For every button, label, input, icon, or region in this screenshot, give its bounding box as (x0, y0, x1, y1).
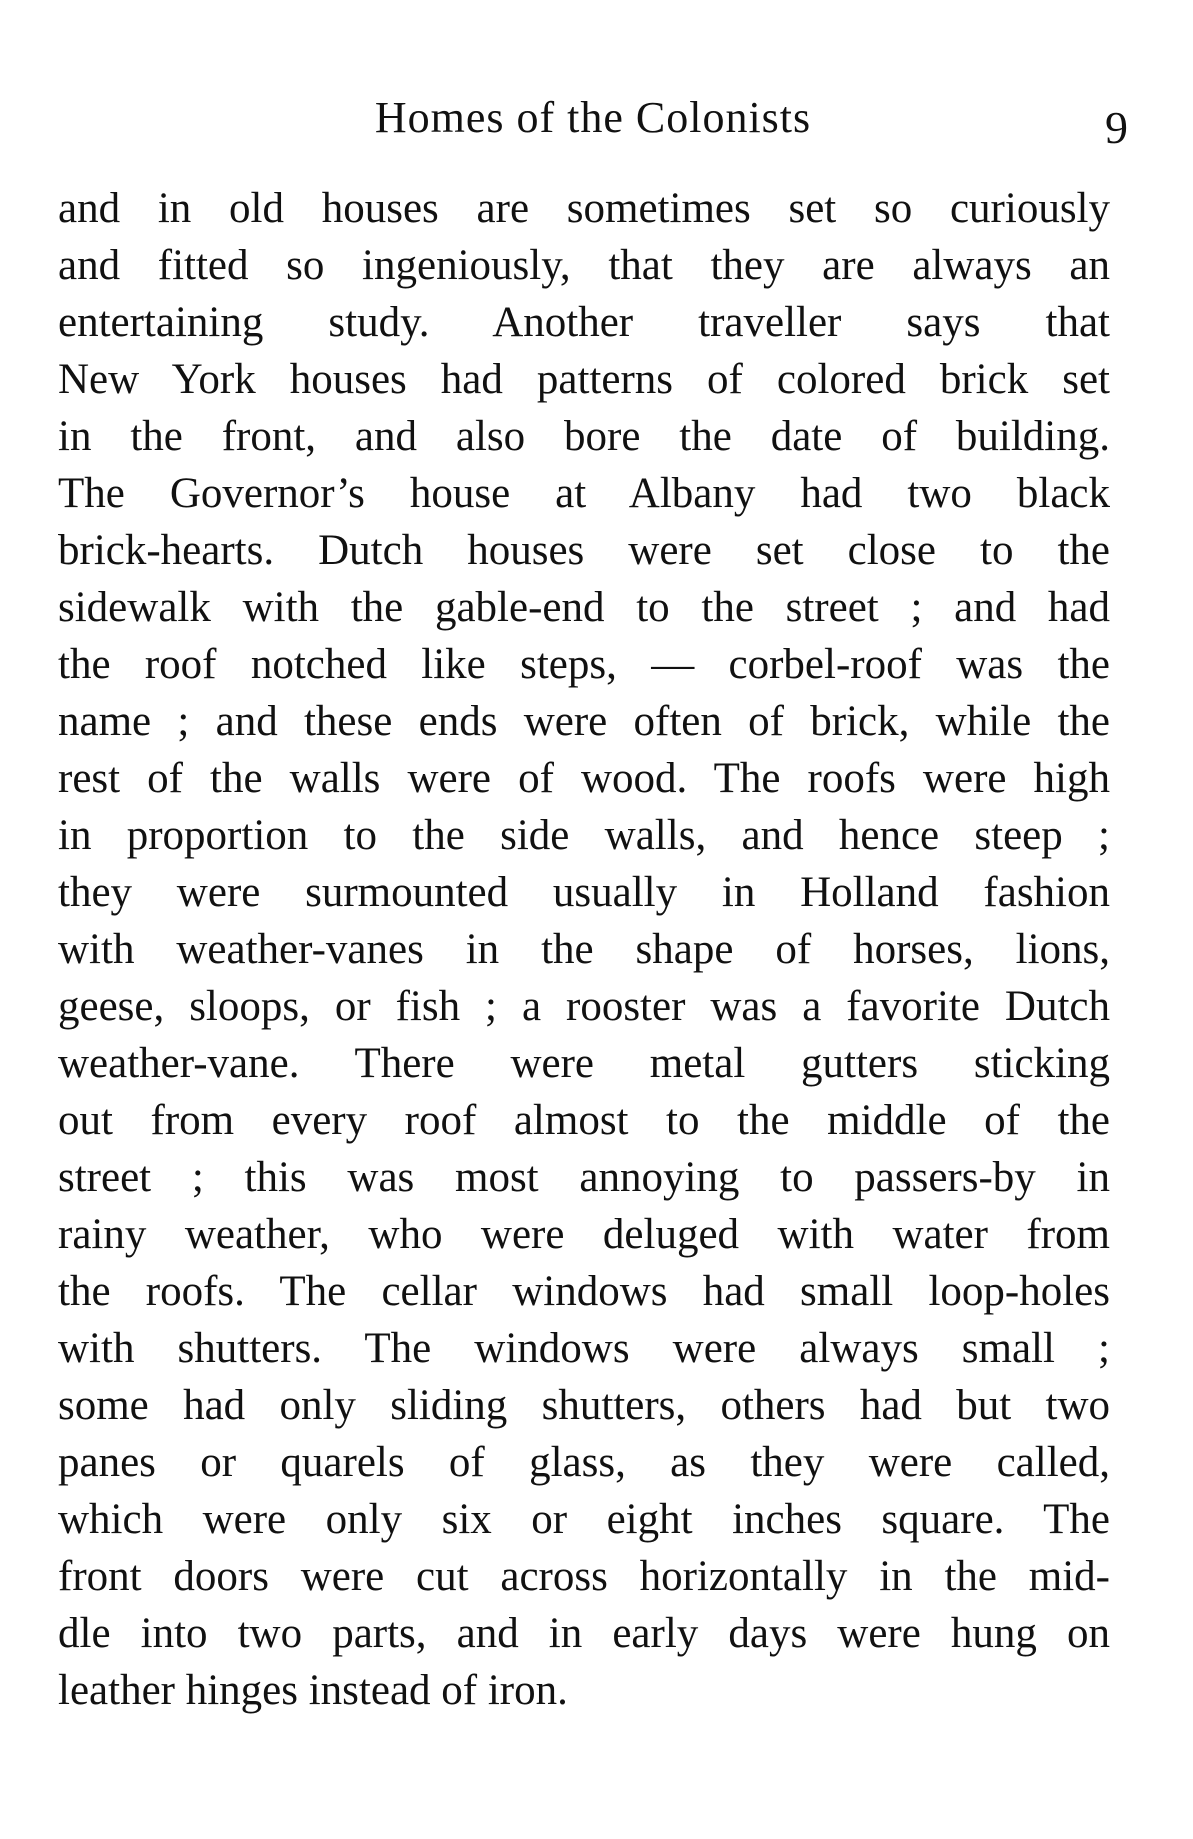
text-line: The Governor’s house at Albany had two black (58, 470, 1110, 517)
text-line: brick-hearts. Dutch houses were set close to the (58, 527, 1110, 574)
text-line: in proportion to the side walls, and hence steep ; (58, 812, 1110, 859)
text-line: the roofs. The cellar windows had small loop-holes (58, 1268, 1110, 1315)
text-line: street ; this was most annoying to passers-by in (58, 1154, 1110, 1201)
text-line: weather-vane. There were metal gutters sticking (58, 1040, 1110, 1087)
running-title: Homes of the Colonists (374, 93, 812, 142)
text-line: they were surmounted usually in Holland fashion (58, 869, 1110, 916)
text-line: some had only sliding shutters, others had but two (58, 1382, 1110, 1429)
body-paragraph (58, 180, 1110, 1719)
text-line: in the front, and also bore the date of building. (58, 413, 1110, 460)
text-line: with shutters. The windows were always small ; (58, 1325, 1110, 1372)
text-line: front doors were cut across horizontally in the mid- (58, 1553, 1110, 1600)
page-number: 9 (1105, 102, 1128, 153)
text-line: rest of the walls were of wood. The roofs were high (58, 755, 1110, 802)
text-line: and fitted so ingeniously, that they are always an (58, 242, 1110, 289)
running-head (58, 88, 1128, 158)
text-line: sidewalk with the gable-end to the street ; and had (58, 584, 1110, 631)
text-line: which were only six or eight inches square. The (58, 1496, 1110, 1543)
text-line: New York houses had patterns of colored brick set (58, 356, 1110, 403)
text-line-last: leather hinges instead of iron. (58, 1667, 568, 1714)
text-line: entertaining study. Another traveller says that (58, 299, 1110, 346)
text-line: with weather-vanes in the shape of horses, lions, (58, 926, 1110, 973)
text-line: panes or quarels of glass, as they were called, (58, 1439, 1110, 1486)
text-line: rainy weather, who were deluged with water from (58, 1211, 1110, 1258)
text-line: name ; and these ends were often of brick, while the (58, 698, 1110, 745)
text-line: geese, sloops, or fish ; a rooster was a favorite Dutch (58, 983, 1110, 1030)
text-line: dle into two parts, and in early days were hung on (58, 1610, 1110, 1657)
text-line: out from every roof almost to the middle of the (58, 1097, 1110, 1144)
text-line: and in old houses are sometimes set so curiously (58, 185, 1110, 232)
text-line: the roof notched like steps, — corbel-roof was the (58, 641, 1110, 688)
